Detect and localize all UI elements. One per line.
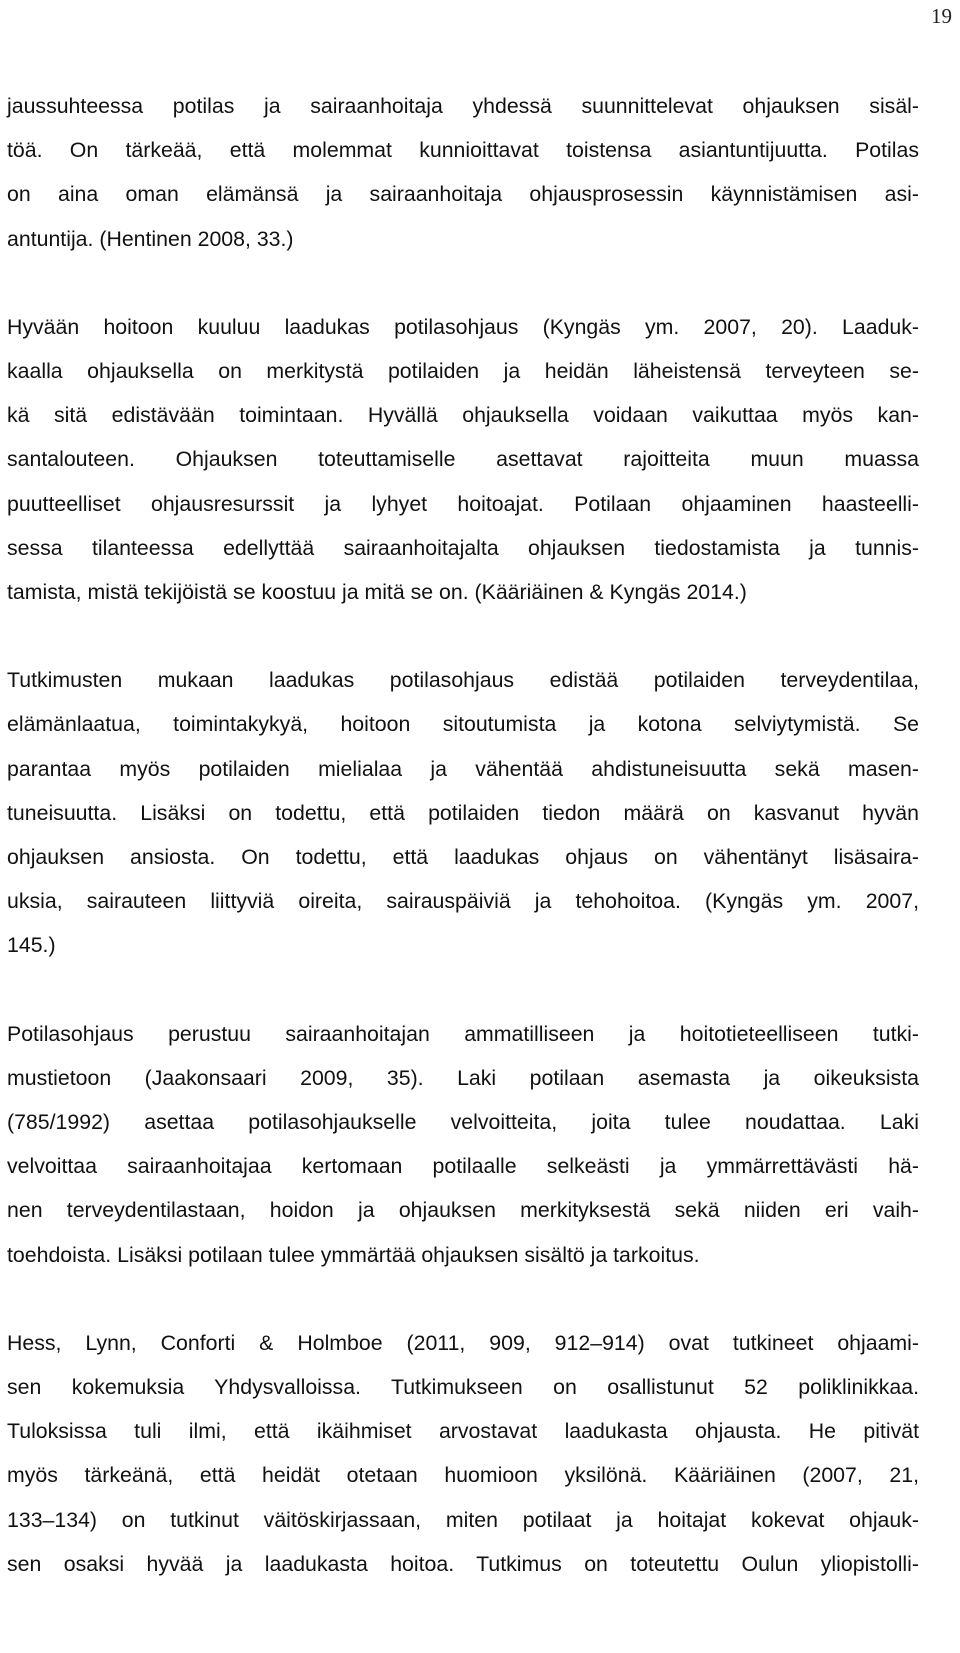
text-line: sen kokemuksia Yhdysvalloissa. Tutkimukseen on osallistunut 52 poliklinikkaa. [7,1375,919,1400]
text-line: nen terveydentilastaan, hoidon ja ohjauksen merkityksestä sekä niiden eri vaih- [7,1198,919,1223]
paragraph-1 [7,84,919,261]
text-line: Tuloksissa tuli ilmi, että ikäihmiset arvostavat laadukasta ohjausta. He pitivät [7,1419,919,1444]
text-line: uksia, sairauteen liittyviä oireita, sairauspäiviä ja tehohoitoa. (Kyngäs ym. 2007, [7,889,919,914]
text-line: kaalla ohjauksella on merkitystä potilaiden ja heidän läheistensä terveyteen se- [7,359,919,384]
text-line: on aina oman elämänsä ja sairaanhoitaja ohjausprosessin käynnistämisen asi- [7,182,919,207]
paragraph-text [7,658,919,967]
text-line: 145.) [7,933,56,958]
text-line: 133–134) on tutkinut väitöskirjassaan, miten potilaat ja hoitajat kokevat ohjauk- [7,1507,919,1532]
text-line: Tutkimusten mukaan laadukas potilasohjaus edistää potilaiden terveydentilaa, [7,668,919,693]
text-line: santalouteen. Ohjauksen toteuttamiselle asettavat rajoitteita muun muassa [7,447,919,472]
text-line: kä sitä edistävään toimintaan. Hyvällä ohjauksella voidaan vaikuttaa myös kan- [7,403,919,428]
text-line: antuntija. (Hentinen 2008, 33.) [7,226,294,251]
text-line: Hess, Lynn, Conforti & Holmboe (2011, 909, 912–914) ovat tutkineet ohjaami- [7,1330,919,1355]
paragraph-4 [7,1012,919,1277]
page-number: 19 [931,4,952,28]
text-line: jaussuhteessa potilas ja sairaanhoitaja yhdessä suunnittelevat ohjauksen sisäl- [7,94,919,118]
paragraph-text [7,305,919,614]
paragraph-text [7,84,919,261]
text-line: puutteelliset ohjausresurssit ja lyhyet hoitoajat. Potilaan ohjaaminen haasteelli- [7,491,919,516]
text-line: mustietoon (Jaakonsaari 2009, 35). Laki potilaan asemasta ja oikeuksista [7,1065,919,1090]
paragraph-2 [7,305,919,614]
text-line: sessa tilanteessa edellyttää sairaanhoitajalta ohjauksen tiedostamista ja tunnis- [7,535,919,560]
paragraph-5 [7,1321,919,1586]
text-line: tuneisuutta. Lisäksi on todettu, että potilaiden tiedon määrä on kasvanut hyvän [7,800,919,825]
text-line: Potilasohjaus perustuu sairaanhoitajan ammatilliseen ja hoitotieteelliseen tutki- [7,1021,919,1046]
text-line: ohjauksen ansiosta. On todettu, että laadukas ohjaus on vähentänyt lisäsaira- [7,845,919,870]
text-line: parantaa myös potilaiden mielialaa ja vähentää ahdistuneisuutta sekä masen- [7,756,919,781]
text-line: tamista, mistä tekijöistä se koostuu ja mitä se on. (Kääriäinen & Kyngäs 2014.) [7,580,747,605]
text-line: toehdoista. Lisäksi potilaan tulee ymmärtää ohjauksen sisältö ja tarkoitus. [7,1242,700,1267]
paragraph-3 [7,658,919,967]
text-line: elämänlaatua, toimintakykyä, hoitoon sitoutumista ja kotona selviytymistä. Se [7,712,919,737]
paragraph-text [7,1321,919,1586]
document-body [7,84,919,1586]
paragraph-text [7,1012,919,1277]
text-line: töä. On tärkeää, että molemmat kunnioittavat toistensa asiantuntijuutta. Potilas [7,138,919,163]
text-line: velvoittaa sairaanhoitajaa kertomaan potilaalle selkeästi ja ymmärrettävästi hä- [7,1154,919,1179]
text-line: sen osaksi hyvää ja laadukasta hoitoa. Tutkimus on toteutettu Oulun yliopistolli- [7,1551,919,1576]
text-line: myös tärkeänä, että heidät otetaan huomioon yksilönä. Kääriäinen (2007, 21, [7,1463,919,1488]
text-line: (785/1992) asettaa potilasohjaukselle velvoitteita, joita tulee noudattaa. Laki [7,1110,919,1135]
text-line: Hyvään hoitoon kuuluu laadukas potilasohjaus (Kyngäs ym. 2007, 20). Laaduk- [7,314,919,339]
